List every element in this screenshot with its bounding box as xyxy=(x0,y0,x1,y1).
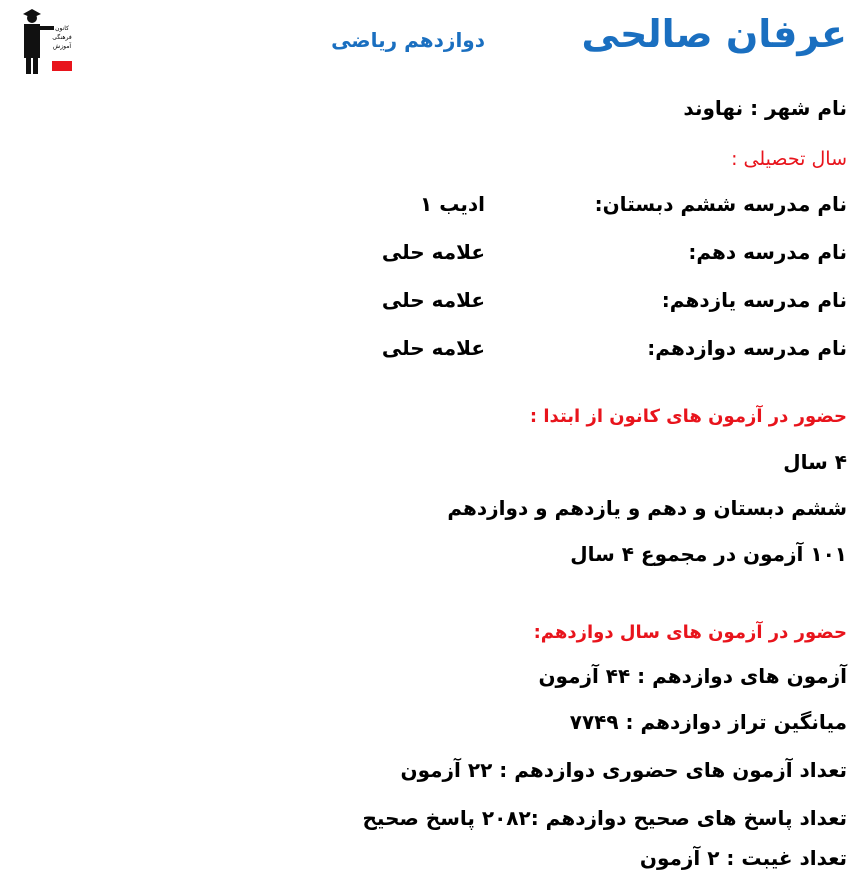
history-grades: ششم دبستان و دهم و یازدهم و دوازدهم xyxy=(447,496,847,520)
twelfth-heading: حضور در آزمون های سال دوازدهم: xyxy=(533,622,847,643)
academic-year-label: سال تحصیلی : xyxy=(731,148,847,170)
twelfth-absent: تعداد غیبت : ۲ آزمون xyxy=(639,846,847,870)
school-10-label: نام مدرسه دهم: xyxy=(688,240,847,264)
school-12-value: علامه حلی xyxy=(381,336,485,360)
history-heading: حضور در آزمون های کانون از ابتدا : xyxy=(529,406,847,427)
twelfth-correct: تعداد پاسخ های صحیح دوازدهم :۲۰۸۲ پاسخ صحیح xyxy=(362,806,847,830)
logo-text: کانون فرهنگی آموزش قلم چی xyxy=(52,25,72,58)
school-11-value: علامه حلی xyxy=(381,288,485,312)
grade-field: دوازدهم ریاضی xyxy=(331,28,485,52)
city-line: نام شهر : نهاوند xyxy=(683,96,847,120)
kanoon-logo xyxy=(18,8,74,76)
student-name: عرفان صالحی xyxy=(581,12,847,56)
twelfth-attended: تعداد آزمون های حضوری دوازدهم : ۲۲ آزمون xyxy=(400,758,847,782)
school-6-label: نام مدرسه ششم دبستان: xyxy=(594,192,847,216)
twelfth-exams: آزمون های دوازدهم : ۴۴ آزمون xyxy=(538,664,847,688)
twelfth-average: میانگین تراز دوازدهم : ۷۷۴۹ xyxy=(569,710,847,734)
school-12-label: نام مدرسه دوازدهم: xyxy=(647,336,847,360)
history-years: ۴ سال xyxy=(783,450,847,474)
school-10-value: علامه حلی xyxy=(381,240,485,264)
history-total: ۱۰۱ آزمون در مجموع ۴ سال xyxy=(570,542,847,566)
school-6-value: ادیب ۱ xyxy=(420,192,485,216)
school-11-label: نام مدرسه یازدهم: xyxy=(661,288,847,312)
